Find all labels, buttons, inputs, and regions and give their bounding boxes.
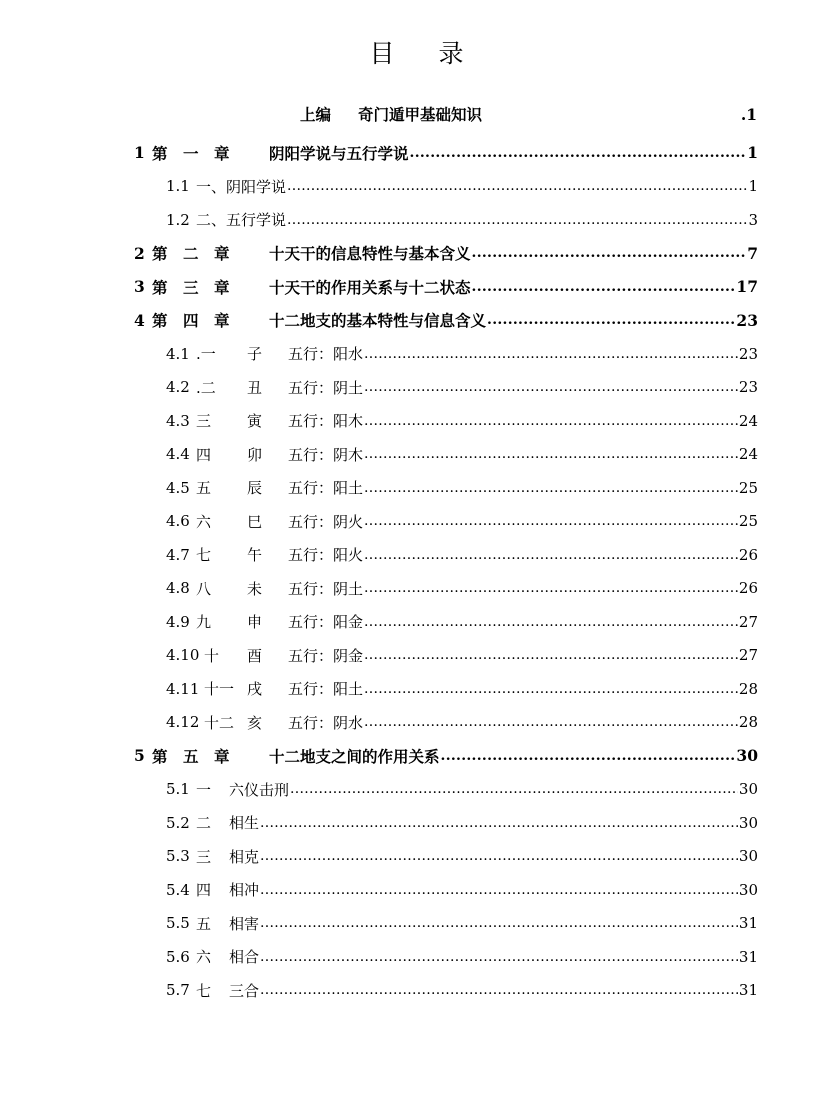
part-page-number: .1 xyxy=(740,104,757,124)
chapter-label: 第 三 章 xyxy=(152,277,230,297)
toc-section-entry[interactable] xyxy=(0,773,758,807)
chapter-label: 第 二 章 xyxy=(152,244,230,264)
toc-section-entry[interactable] xyxy=(0,639,758,673)
dot-leader xyxy=(364,548,738,562)
toc-chapter-entry[interactable] xyxy=(0,237,758,271)
dot-leader xyxy=(364,682,738,696)
page-number: 23 xyxy=(738,344,758,363)
dot-leader xyxy=(364,414,738,428)
section-number: 4.7 xyxy=(166,545,190,564)
earthly-branch: 申 xyxy=(247,613,263,632)
dot-leader xyxy=(364,380,738,394)
earthly-branch: 子 xyxy=(247,345,263,364)
section-title: 五行：阴土 xyxy=(288,378,364,397)
section-number: 4.9 xyxy=(166,612,190,631)
page-number: 1 xyxy=(747,143,758,163)
toc-section-entry[interactable] xyxy=(0,505,758,539)
earthly-branch: 丑 xyxy=(247,378,263,397)
section-number: 4.5 xyxy=(166,478,190,497)
section-number: 1.2 xyxy=(166,210,190,229)
page-number: 27 xyxy=(738,646,758,665)
page-number: 30 xyxy=(738,780,758,799)
chapter-number: 4 xyxy=(134,310,145,330)
dot-leader xyxy=(260,983,738,997)
part-title: 奇门遁甲基础知识 xyxy=(358,105,483,124)
page-number: 25 xyxy=(738,478,758,497)
section-title: 五行：阴木 xyxy=(288,445,364,464)
toc-section-entry[interactable] xyxy=(0,404,758,438)
page-number: 31 xyxy=(738,914,758,933)
dot-leader xyxy=(364,715,738,729)
section-title: 二、五行学说 xyxy=(196,211,287,230)
page-number: 26 xyxy=(738,579,758,598)
dot-leader xyxy=(287,179,747,193)
section-number: 4.10 xyxy=(166,646,200,665)
earthly-branch: 午 xyxy=(247,546,263,565)
toc-section-entry[interactable] xyxy=(0,940,758,974)
page-number: 31 xyxy=(738,981,758,1000)
dot-leader xyxy=(472,246,747,260)
page-number: 30 xyxy=(738,847,758,866)
page-number: 27 xyxy=(738,612,758,631)
chapter-number: 3 xyxy=(134,277,145,297)
toc-section-entry[interactable] xyxy=(0,907,758,941)
toc-section-entry[interactable] xyxy=(0,572,758,606)
section-title: 五行：阳土 xyxy=(288,680,364,699)
dot-leader xyxy=(364,615,738,629)
page-number: 25 xyxy=(738,512,758,531)
chapter-number: 2 xyxy=(134,243,145,263)
earthly-branch: 戌 xyxy=(247,680,263,699)
section-title: 五行：阴土 xyxy=(288,579,364,598)
section-title: 五行：阴火 xyxy=(288,512,364,531)
toc-chapter-entry[interactable] xyxy=(0,739,758,773)
section-number: 5.2 xyxy=(166,813,190,832)
page-number: 3 xyxy=(748,210,758,229)
chapter-number: 5 xyxy=(134,746,145,766)
section-ordinal: 四 xyxy=(196,881,212,900)
toc-section-entry[interactable] xyxy=(0,672,758,706)
section-title: 六仪击刑 xyxy=(229,780,290,799)
earthly-branch: 卯 xyxy=(247,445,263,464)
section-number: 5.6 xyxy=(166,947,190,966)
section-title: 五行：阳土 xyxy=(288,479,364,498)
toc-section-entry[interactable] xyxy=(0,203,758,237)
section-ordinal: 七 xyxy=(196,546,212,565)
chapter-label: 第 一 章 xyxy=(152,143,230,163)
dot-leader xyxy=(364,481,738,495)
section-ordinal: 三 xyxy=(196,412,212,431)
page-number: 30 xyxy=(738,880,758,899)
dot-leader xyxy=(260,916,738,930)
table-of-contents xyxy=(0,136,833,1007)
toc-section-entry[interactable] xyxy=(0,974,758,1008)
section-ordinal: 三 xyxy=(196,847,212,866)
dot-leader xyxy=(364,514,738,528)
chapter-title: 十天干的信息特性与基本含义 xyxy=(269,244,471,264)
toc-section-entry[interactable] xyxy=(0,605,758,639)
dot-leader xyxy=(364,447,738,461)
page-number: 1 xyxy=(748,177,758,196)
chapter-label: 第 五 章 xyxy=(152,746,230,766)
section-number: 4.11 xyxy=(166,679,200,698)
dot-leader xyxy=(487,313,735,327)
chapter-title: 十天干的作用关系与十二状态 xyxy=(269,277,471,297)
section-number: 5.4 xyxy=(166,880,190,899)
section-title: 相冲 xyxy=(229,881,260,900)
page-number: 23 xyxy=(736,310,758,330)
earthly-branch: 未 xyxy=(247,579,263,598)
section-ordinal: 七 xyxy=(196,981,212,1000)
dot-leader xyxy=(260,849,738,863)
section-title: 相合 xyxy=(229,948,260,967)
section-number: 5.7 xyxy=(166,981,190,1000)
dot-leader xyxy=(290,782,738,796)
section-ordinal: 十二 xyxy=(204,713,235,732)
section-ordinal: 六 xyxy=(196,948,212,967)
section-number: 4.6 xyxy=(166,512,190,531)
earthly-branch: 酉 xyxy=(247,646,263,665)
dot-leader xyxy=(260,883,738,897)
dot-leader xyxy=(260,950,738,964)
dot-leader xyxy=(441,749,736,763)
dot-leader xyxy=(364,347,738,361)
section-title: 五行：阳金 xyxy=(288,613,364,632)
toc-section-entry[interactable] xyxy=(0,371,758,405)
page-number: 30 xyxy=(738,813,758,832)
earthly-branch: 巳 xyxy=(247,512,263,531)
section-ordinal: 十 xyxy=(204,646,220,665)
section-number: 4.3 xyxy=(166,411,190,430)
section-number: 4.2 xyxy=(166,378,190,397)
section-title: 五行：阳火 xyxy=(288,546,364,565)
toc-section-entry[interactable] xyxy=(0,337,758,371)
section-title: 相生 xyxy=(229,814,260,833)
page-number: 17 xyxy=(736,277,758,297)
earthly-branch: 亥 xyxy=(247,713,263,732)
dot-leader xyxy=(472,280,736,294)
toc-part-entry[interactable] xyxy=(300,103,757,125)
page-number: 28 xyxy=(738,679,758,698)
section-number: 4.12 xyxy=(166,713,200,732)
part-label: 上编 xyxy=(300,105,332,124)
section-ordinal: .二 xyxy=(196,378,216,397)
section-number: 5.3 xyxy=(166,847,190,866)
toc-section-entry[interactable] xyxy=(0,170,758,204)
section-title: 相害 xyxy=(229,914,260,933)
toc-section-entry[interactable] xyxy=(0,471,758,505)
section-number: 5.1 xyxy=(166,780,190,799)
section-ordinal: 八 xyxy=(196,579,212,598)
section-ordinal: 九 xyxy=(196,613,212,632)
toc-chapter-entry[interactable] xyxy=(0,304,758,338)
section-title: 五行：阴金 xyxy=(288,646,364,665)
toc-chapter-entry[interactable] xyxy=(0,136,758,170)
toc-section-entry[interactable] xyxy=(0,706,758,740)
section-number: 1.1 xyxy=(166,177,190,196)
toc-section-entry[interactable] xyxy=(0,438,758,472)
page-number: 30 xyxy=(736,746,758,766)
dot-leader xyxy=(287,213,747,227)
chapter-label: 第 四 章 xyxy=(152,311,230,331)
chapter-title: 十二地支的基本特性与信息含义 xyxy=(269,311,487,331)
toc-section-entry[interactable] xyxy=(0,840,758,874)
section-ordinal: 一 xyxy=(196,780,212,799)
section-number: 5.5 xyxy=(166,914,190,933)
dot-leader xyxy=(364,581,738,595)
page-title: 目录 xyxy=(369,39,508,68)
section-number: 4.1 xyxy=(166,344,190,363)
earthly-branch: 辰 xyxy=(247,479,263,498)
section-title: 三合 xyxy=(229,981,260,1000)
section-title: 相克 xyxy=(229,847,260,866)
earthly-branch: 寅 xyxy=(247,412,263,431)
section-number: 4.8 xyxy=(166,579,190,598)
section-ordinal: 四 xyxy=(196,445,212,464)
page-number: 31 xyxy=(738,947,758,966)
toc-section-entry[interactable] xyxy=(0,806,758,840)
section-title: 五行：阳水 xyxy=(288,345,364,364)
section-title: 五行：阳木 xyxy=(288,412,364,431)
section-ordinal: 五 xyxy=(196,479,212,498)
section-number: 4.4 xyxy=(166,445,190,464)
section-ordinal: 六 xyxy=(196,512,212,531)
section-ordinal: 五 xyxy=(196,914,212,933)
section-ordinal: .一 xyxy=(196,345,216,364)
toc-section-entry[interactable] xyxy=(0,873,758,907)
section-title: 一、阴阳学说 xyxy=(196,177,287,196)
chapter-title: 阴阳学说与五行学说 xyxy=(269,143,409,163)
section-ordinal: 二 xyxy=(196,814,212,833)
section-ordinal: 十一 xyxy=(204,680,235,699)
toc-chapter-entry[interactable] xyxy=(0,270,758,304)
page-number: 28 xyxy=(738,713,758,732)
page-number: 7 xyxy=(747,243,758,263)
page-number: 26 xyxy=(738,545,758,564)
page-number: 23 xyxy=(738,378,758,397)
dot-leader xyxy=(364,648,738,662)
toc-section-entry[interactable] xyxy=(0,538,758,572)
dot-leader xyxy=(260,816,738,830)
page-number: 24 xyxy=(738,411,758,430)
section-title: 五行：阴水 xyxy=(288,713,364,732)
page-number: 24 xyxy=(738,445,758,464)
chapter-title: 十二地支之间的作用关系 xyxy=(269,746,440,766)
dot-leader xyxy=(410,146,747,160)
chapter-number: 1 xyxy=(134,143,145,163)
